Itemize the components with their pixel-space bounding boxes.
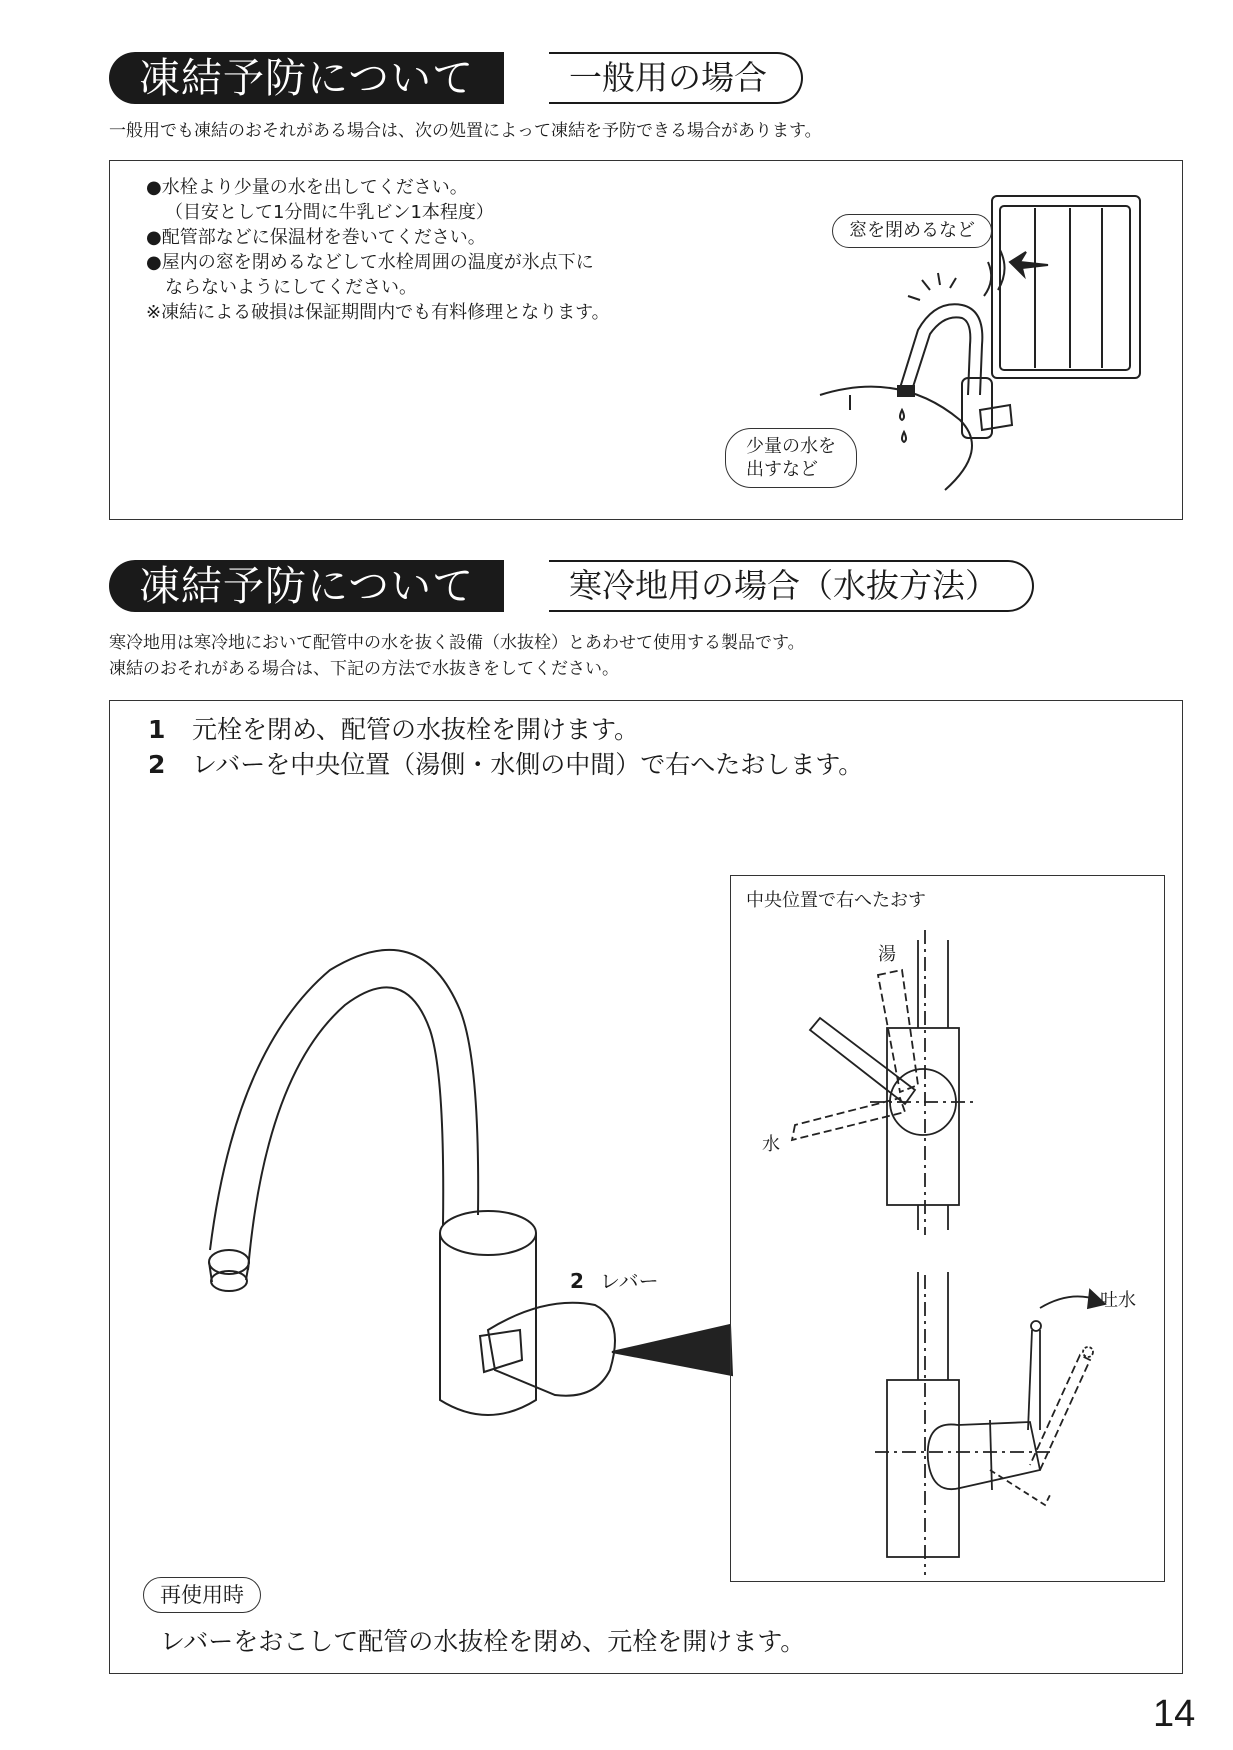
bullet-1-note: （目安として1分間に牛乳ビン1本程度） [165, 202, 494, 223]
bullet-1: ●水栓より少量の水を出してください。 [146, 177, 468, 198]
step-1-text: 元栓を閉め、配管の水抜栓を開けます。 [192, 715, 640, 744]
page-number: 14 [1153, 1693, 1196, 1735]
section2-intro-line1: 寒冷地用は寒冷地において配管中の水を抜く設備（水抜栓）とあわせて使用する製品です。 [109, 633, 805, 653]
step-2-text: レバーを中央位置（湯側・水側の中間）で右へたおします。 [192, 750, 864, 779]
bullet-3: ●屋内の窓を閉めるなどして水栓周囲の温度が氷点下に [146, 252, 594, 273]
lever-label: レバー [600, 1269, 659, 1293]
reuse-text: レバーをおこして配管の水抜栓を閉め、元栓を開けます。 [160, 1627, 806, 1656]
label-cold: 水 [762, 1134, 780, 1155]
section1-header-main: 凍結予防について [109, 52, 504, 104]
reuse-label: 再使用時 [143, 1577, 261, 1613]
label-spout: 吐水 [1100, 1290, 1136, 1311]
section1-intro: 一般用でも凍結のおそれがある場合は、次の処置によって凍結を予防できる場合があります。 [109, 121, 822, 141]
callout-water-line2: 出すなど [746, 459, 818, 480]
lever-num: 2 [570, 1269, 584, 1293]
step-1-num: 1 [148, 715, 166, 744]
warranty-note: ※凍結による破損は保証期間内でも有料修理となります。 [146, 302, 610, 323]
label-hot: 湯 [878, 944, 896, 965]
step-2-num: 2 [148, 750, 166, 779]
callout-water-line1: 少量の水を [746, 436, 836, 457]
callout-window: 窓を閉めるなど [832, 214, 992, 248]
bullet-3-cont: ならないようにしてください。 [165, 277, 417, 298]
section2-intro-line2: 凍結のおそれがある場合は、下記の方法で水抜きをしてください。 [109, 659, 619, 679]
section2-header-main: 凍結予防について [109, 560, 504, 612]
section1-header-sub: 一般用の場合 [549, 52, 803, 104]
detail-title: 中央位置で右へたおす [746, 890, 926, 911]
bullet-2: ●配管部などに保温材を巻いてください。 [146, 227, 486, 248]
section2-header-sub: 寒冷地用の場合（水抜方法） [549, 560, 1034, 612]
